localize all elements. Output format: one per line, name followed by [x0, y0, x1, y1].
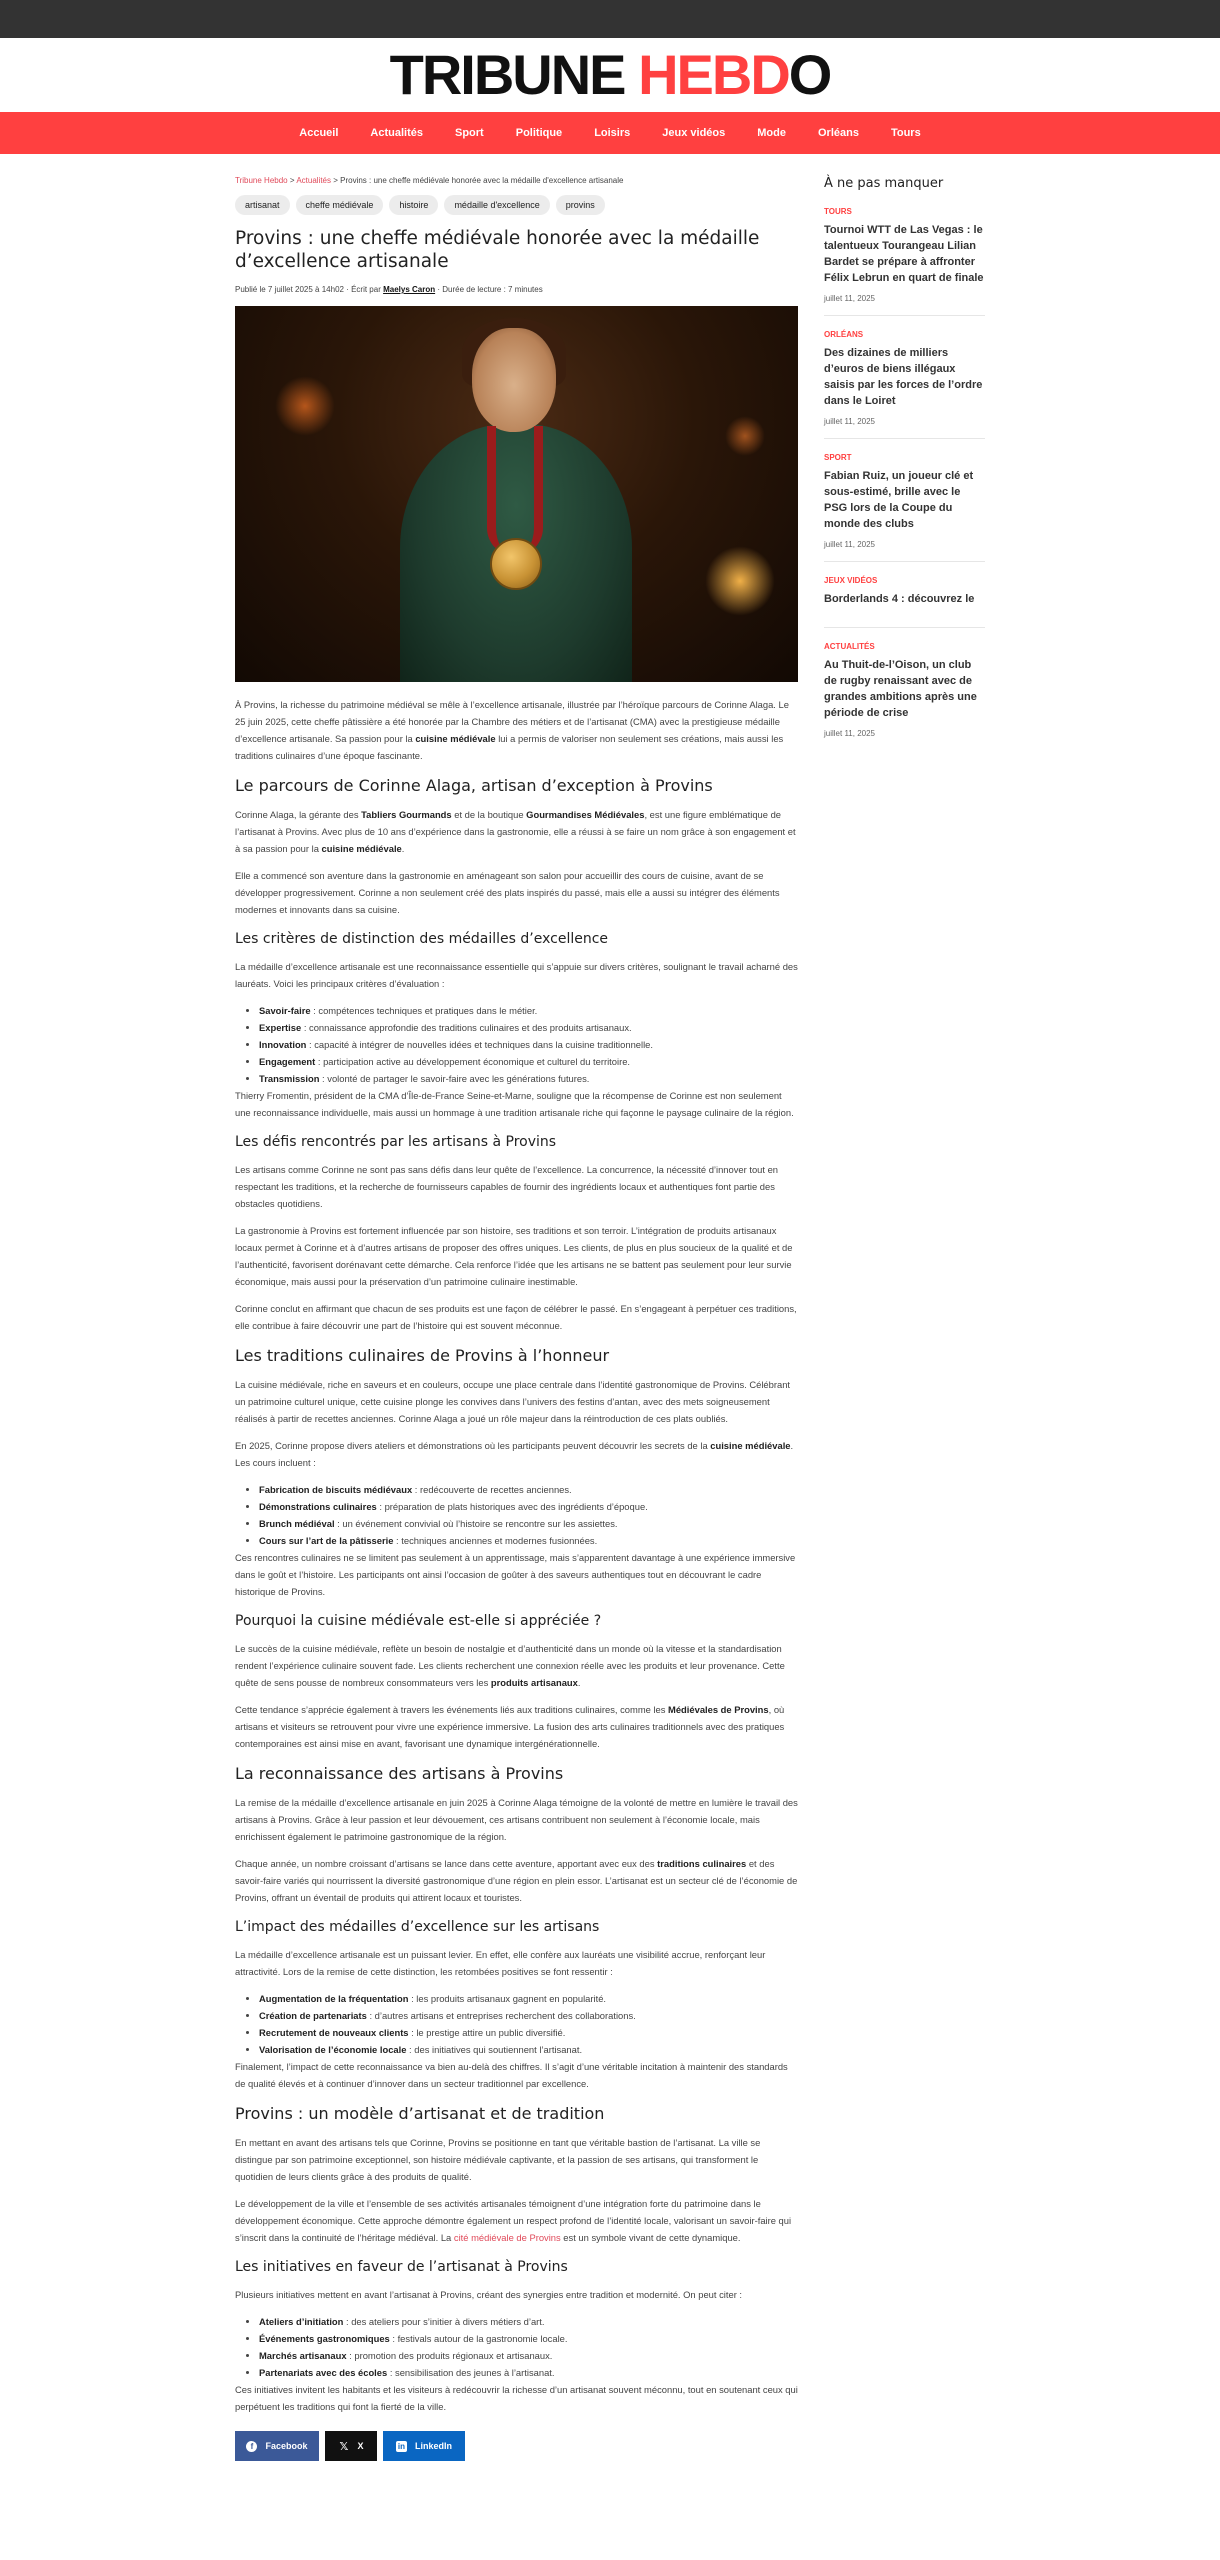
article-meta: Publié le 7 juillet 2025 à 14h02 · Écrit par Maelys Caron · Durée de lecture : 7 minutes [235, 285, 543, 294]
hero-image [235, 306, 798, 682]
paragraph: La médaille d’excellence artisanale est une reconnaissance essentielle qui s’appuie sur divers critères, soulignant le travail acharné des lauréats. Voici les principaux critères d’évaluation : [235, 961, 798, 989]
section-heading: La reconnaissance des artisans à Provins [235, 1764, 564, 1783]
sidebar-article-category[interactable]: JEUX VIDÉOS [824, 576, 878, 585]
sidebar-article-category[interactable]: TOURS [824, 207, 852, 216]
paragraph: En mettant en avant des artisans tels que Corinne, Provins se positionne en tant que véritable bastion de l’artisanat. La ville se distingue par son patrimoine exceptionnel, son histoire médiévale captivante, et la passion de ses artisans, qui transforment le quotidien de leurs clients grâce à des produits de qualité. [235, 2137, 761, 2182]
list-item: • Ateliers d’initiation : des ateliers pour s’initier à divers métiers d’art. [259, 2313, 798, 2330]
nav-sport[interactable]: Sport [455, 127, 484, 139]
list-item: • Cours sur l’art de la pâtisserie : techniques anciennes et modernes fusionnées. [259, 1532, 798, 1549]
sidebar-article-title[interactable]: Fabian Ruiz, un joueur clé et sous-estimé, brille avec le PSG lors de la Coupe du monde des clubs [824, 470, 974, 530]
x-icon: 𝕏 [339, 2440, 349, 2453]
article-title: Provins : une cheffe médiévale honorée avec la médaille d’excellence artisanale [235, 228, 760, 272]
sidebar-title: À ne pas manquer [824, 176, 944, 191]
sidebar-article[interactable] [824, 207, 985, 316]
list-item: • Savoir-faire : compétences techniques et pratiques dans le métier. [259, 1002, 798, 1019]
nav-tours[interactable]: Tours [890, 127, 921, 139]
nav-loisirs[interactable]: Loisirs [594, 127, 631, 139]
sidebar-article-title[interactable]: Des dizaines de milliers d’euros de biens illégaux saisis par les forces de l’ordre dans le Loiret [824, 347, 983, 407]
tag-chip[interactable]: artisanat [235, 195, 290, 215]
breadcrumb-current: Provins : une cheffe médiévale honorée avec la médaille d'excellence artisanale [340, 176, 624, 185]
article-main [235, 176, 798, 2461]
tag-chip[interactable]: cheffe médiévale [296, 195, 384, 215]
cite-medievale-link[interactable]: cité médiévale de Provins [453, 2232, 561, 2243]
paragraph: Finalement, l’impact de cette reconnaissance va bien au-delà des chiffres. Il s’agit d’une véritable incitation à maintenir des standards de qualité élevés et à continuer d’innover dans un secteur traditionnel par excellence. [235, 2061, 788, 2089]
site-logo[interactable]: TRIBUNE HEBDO [389, 43, 831, 106]
paragraph: En 2025, Corinne propose divers ateliers et démonstrations où les participants peuvent découvrir les secrets de la cuisine médiévale. Les cours incluent : [235, 1440, 794, 1468]
main-nav [0, 112, 1220, 154]
paragraph: Chaque année, un nombre croissant d’artisans se lance dans cette aventure, apportant avec eux des traditions culinaires et des savoir-faire variés qui nourrissent la diversité gastronomique d’une région en plein essor. L’artisanat est un secteur clé de l’économie de Provins, offrant un éventail de produits qui attirent locaux et touristes. [235, 1858, 798, 1903]
criteria-list [259, 1002, 798, 1087]
tag-list [235, 195, 798, 215]
sidebar-article-date: juillet 11, 2025 [824, 729, 875, 738]
nav-jeux-videos[interactable]: Jeux vidéos [662, 127, 726, 139]
section-heading: Le parcours de Corinne Alaga, artisan d’exception à Provins [235, 776, 713, 795]
sidebar-article-title[interactable]: Tournoi WTT de Las Vegas : le talentueux Tourangeau Lilian Bardet se prépare à affronter Félix Lebrun en quart de finale [824, 224, 984, 284]
paragraph: Thierry Fromentin, président de la CMA d’Île-de-France Seine-et-Marne, souligne que la récompense de Corinne est non seulement une reconnaissance individuelle, mais aussi un hommage à une tradition artisanale riche qui façonne le paysage culinaire de la région. [235, 1090, 794, 1118]
list-item: • Brunch médiéval : un événement convivial où l’histoire se rencontre sur les assiettes. [259, 1515, 798, 1532]
breadcrumb-home[interactable]: Tribune Hebdo [235, 176, 288, 185]
nav-mode[interactable]: Mode [757, 127, 786, 139]
sidebar-article-title[interactable]: Au Thuit-de-l’Oison, un club de rugby renaissant avec de grandes ambitions après une période de crise [824, 659, 977, 719]
tag-chip[interactable]: provins [556, 195, 605, 215]
article-body [235, 696, 798, 2415]
initiatives-list [259, 2313, 798, 2381]
paragraph: La gastronomie à Provins est fortement influencée par son histoire, ses traditions et son terroir. L’intégration de produits artisanaux locaux permet à Corinne et à d’autres artisans de proposer des offres uniques. Les clients, de plus en plus soucieux de la qualité et de l’authenticité, favorisent dorénavant cette démarche. Cela renforce l’idée que les artisans ne se battent pas seulement pour leur survie économique, mais aussi pour la préservation d’un patrimoine culinaire inestimable. [235, 1225, 793, 1287]
list-item: • Création de partenariats : d’autres artisans et entreprises recherchent des collaborations. [259, 2007, 798, 2024]
top-bar [0, 0, 1220, 38]
sidebar-article-category[interactable]: ORLÉANS [824, 330, 864, 339]
tag-chip[interactable]: médaille d'excellence [444, 195, 549, 215]
list-item: • Transmission : volonté de partager le savoir-faire avec les générations futures. [259, 1070, 798, 1087]
paragraph: Le développement de la ville et l’ensemble de ses activités artisanales témoignent d’une intégration forte du patrimoine dans le développement économique. Cette approche démontre également un respect profond de l’identité locale, valorisant un savoir-faire qui s’inscrit dans la continuité de l’héritage médiéval. La cité médiévale de Provins est un symbole vivant de cette dynamique. [235, 2198, 792, 2243]
courses-list [259, 1481, 798, 1549]
sidebar-article-title[interactable]: Borderlands 4 : découvrez le [824, 593, 975, 605]
sidebar-article-category[interactable]: SPORT [824, 453, 852, 462]
paragraph: La cuisine médiévale, riche en saveurs et en couleurs, occupe une place centrale dans l’identité gastronomique de Provins. Célébrant un patrimoine culturel unique, cette cuisine plonge les convives dans l’univers des festins d’antan, avec des mets soigneusement réalisés à partir de recettes anciennes. Corinne Alaga a joué un rôle majeur dans la réintroduction de ces plats oubliés. [235, 1379, 791, 1424]
list-item: • Partenariats avec des écoles : sensibilisation des jeunes à l’artisanat. [259, 2364, 798, 2381]
masthead [0, 38, 1220, 112]
sidebar-article[interactable] [824, 642, 985, 750]
section-heading: Les critères de distinction des médailles d’excellence [235, 931, 609, 947]
section-heading: Pourquoi la cuisine médiévale est-elle si appréciée ? [235, 1613, 602, 1629]
breadcrumb-section[interactable]: Actualités [296, 176, 331, 185]
nav-accueil[interactable]: Accueil [299, 127, 339, 139]
list-item: • Événements gastronomiques : festivals autour de la gastronomie locale. [259, 2330, 798, 2347]
list-item: • Marchés artisanaux : promotion des produits régionaux et artisanaux. [259, 2347, 798, 2364]
linkedin-icon: in [397, 2441, 406, 2451]
share-facebook-button[interactable]: f Facebook [235, 2431, 319, 2461]
paragraph: Plusieurs initiatives mettent en avant l’artisanat à Provins, créant des synergies entre tradition et modernité. On peut citer : [235, 2289, 743, 2300]
paragraph: Le succès de la cuisine médiévale, reflète un besoin de nostalgie et d’authenticité dans un monde où la vitesse et la standardisation rendent l’expérience culinaire souvent fade. Les clients recherchent une connexion réelle avec les produits et leur provenance. Cette quête de sens pousse de nombreux consommateurs vers les produits artisanaux. [235, 1643, 785, 1688]
author-link[interactable]: Maelys Caron [383, 285, 436, 294]
nav-politique[interactable]: Politique [515, 127, 563, 139]
sidebar-article[interactable] [824, 330, 985, 439]
nav-actualites[interactable]: Actualités [370, 127, 423, 139]
section-heading: Provins : un modèle d’artisanat et de tradition [235, 2104, 605, 2123]
sidebar-article-date: juillet 11, 2025 [824, 417, 875, 426]
list-item: • Engagement : participation active au développement économique et culturel du territoire. [259, 1053, 798, 1070]
paragraph: Ces rencontres culinaires ne se limitent pas seulement à un apprentissage, mais s’apparentent davantage à une expérience immersive dans le goût et l’histoire. Les participants ont ainsi l’occasion de goûter à des saveurs authentiques tout en découvrant le cadre historique de Provins. [235, 1552, 796, 1597]
paragraph: La remise de la médaille d’excellence artisanale en juin 2025 à Corinne Alaga témoigne de la volonté de mettre en lumière le travail des artisans à Provins. Grâce à leur passion et leur dévouement, ces artisans contribuent non seulement à l’économie locale, mais enrichissent également le patrimoine gastronomique de la région. [235, 1797, 798, 1842]
paragraph: Les artisans comme Corinne ne sont pas sans défis dans leur quête de l’excellence. La concurrence, la nécessité d’innover tout en respectant les traditions, et la recherche de fournisseurs capables de fournir des ingrédients locaux et authentiques font partie des obstacles quotidiens. [235, 1164, 779, 1209]
list-item: • Fabrication de biscuits médiévaux : redécouverte de recettes anciennes. [259, 1481, 798, 1498]
section-heading: Les initiatives en faveur de l’artisanat à Provins [235, 2259, 568, 2275]
section-heading: L’impact des médailles d’excellence sur les artisans [235, 1919, 600, 1935]
paragraph: À Provins, la richesse du patrimoine médiéval se mêle à l’excellence artisanale, illustrée par l’héroïque parcours de Corinne Alaga. Le 25 juin 2025, cette cheffe pâtissière a été honorée par la Chambre des métiers et de l’artisanat (CMA) avec la prestigieuse médaille d’excellence artisanale. Sa passion pour la cuisine médiévale lui a permis de valoriser non seulement ses créations, mais aussi les traditions culinaires d’une époque fascinante. [235, 699, 789, 761]
sidebar [824, 176, 985, 2461]
impact-list [259, 1990, 798, 2058]
sidebar-article-date: juillet 11, 2025 [824, 540, 875, 549]
paragraph: Cette tendance s’apprécie également à travers les événements liés aux traditions culinaires, comme les Médiévales de Provins, où artisans et visiteurs se retrouvent pour vivre une expérience immersive. La fusion des arts culinaires traditionnels avec des pratiques contemporaines est ainsi mise en avant, favorisant une dynamique intergénérationnelle. [235, 1704, 785, 1749]
nav-orleans[interactable]: Orléans [817, 127, 859, 139]
list-item: • Démonstrations culinaires : préparation de plats historiques avec des ingrédients d’époque. [259, 1498, 798, 1515]
paragraph: Elle a commencé son aventure dans la gastronomie en aménageant son salon pour accueillir des cours de cuisine, avant de se développer progressivement. Corinne a non seulement créé des plats inspirés du passé, mais elle a aussi su intégrer des éléments modernes et innovants dans sa cuisine. [235, 870, 780, 915]
paragraph: Corinne Alaga, la gérante des Tabliers Gourmands et de la boutique Gourmandises Médiévales, est une figure emblématique de l’artisanat à Provins. Avec plus de 10 ans d’expérience dans la gastronomie, elle a réussi à se faire un nom grâce à son engagement et à sa passion pour la cuisine médiévale. [235, 809, 796, 854]
paragraph: La médaille d’excellence artisanale est un puissant levier. En effet, elle confère aux lauréats une visibilité accrue, renforçant leur attractivité. Lors de la remise de cette distinction, les retombées positives se font ressentir : [235, 1949, 766, 1977]
sidebar-article-date: juillet 11, 2025 [824, 294, 875, 303]
list-item: • Expertise : connaissance approfondie des traditions culinaires et des produits artisanaux. [259, 1019, 798, 1036]
share-linkedin-button[interactable]: in LinkedIn [383, 2431, 465, 2461]
section-heading: Les défis rencontrés par les artisans à Provins [235, 1134, 557, 1150]
share-x-button[interactable]: 𝕏 X [325, 2431, 377, 2461]
list-item: • Recrutement de nouveaux clients : le prestige attire un public diversifié. [259, 2024, 798, 2041]
section-heading: Les traditions culinaires de Provins à l’honneur [235, 1346, 610, 1365]
list-item: • Valorisation de l’économie locale : des initiatives qui soutiennent l’artisanat. [259, 2041, 798, 2058]
list-item: • Innovation : capacité à intégrer de nouvelles idées et techniques dans la cuisine traditionnelle. [259, 1036, 798, 1053]
sidebar-article-category[interactable]: ACTUALITÉS [824, 642, 875, 651]
sidebar-article[interactable] [824, 453, 985, 562]
tag-chip[interactable]: histoire [389, 195, 438, 215]
share-bar [235, 2431, 798, 2461]
list-item: • Augmentation de la fréquentation : les produits artisanaux gagnent en popularité. [259, 1990, 798, 2007]
sidebar-article[interactable] [824, 576, 985, 628]
facebook-icon: f [246, 2441, 257, 2452]
paragraph: Ces initiatives invitent les habitants et les visiteurs à redécouvrir la richesse d’un artisanat souvent méconnu, tout en soutenant ceux qui perpétuent les traditions qui font la fierté de la ville. [235, 2384, 798, 2412]
paragraph: Corinne conclut en affirmant que chacun de ses produits est une façon de célébrer le passé. En s’engageant à perpétuer ces traditions, elle contribue à faire découvrir une part de l’histoire qui est souvent méconnue. [235, 1303, 797, 1331]
breadcrumb: Tribune Hebdo > Actualités > Provins : une cheffe médiévale honorée avec la médaille d'excellence artisanale [235, 176, 624, 185]
